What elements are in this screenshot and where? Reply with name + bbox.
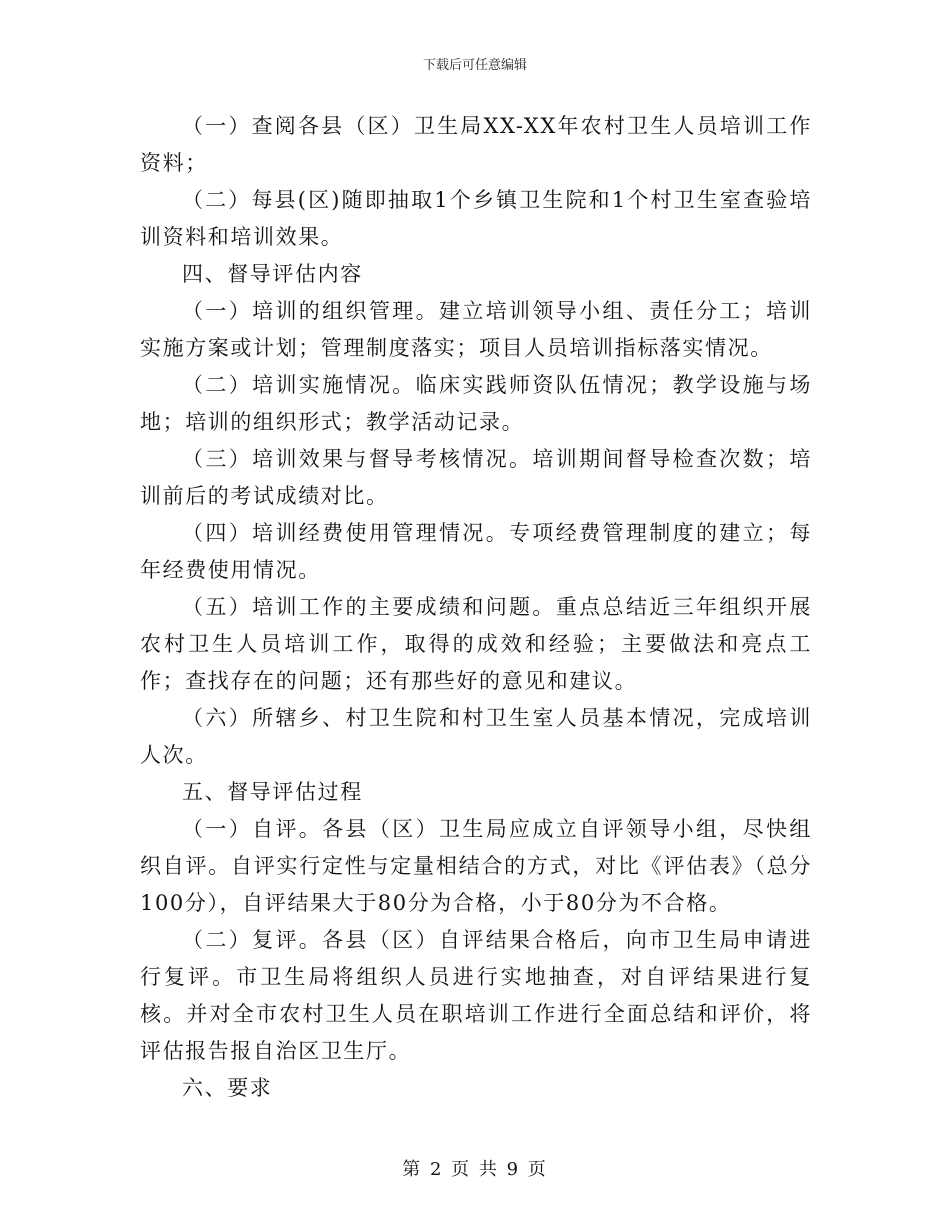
paragraph: （五）培训工作的主要成绩和问题。重点总结近三年组织开展农村卫生人员培训工作，取得的成效和经验；主要做法和亮点工作；查找存在的问题；还有那些好的意见和建议。 [140, 595, 812, 693]
paragraph: （二）培训实施情况。临床实践师资队伍情况；教学设施与场地；培训的组织形式；教学活动记录。 [140, 373, 812, 434]
paragraph: （一）查阅各县（区）卫生局XX-XX年农村卫生人员培训工作资料； [140, 114, 812, 175]
paragraph: （六）所辖乡、村卫生院和村卫生室人员基本情况，完成培训人次。 [140, 706, 812, 767]
page-number: 第 2 页 共 9 页 [402, 1159, 548, 1180]
paragraph: （一）培训的组织管理。建立培训领导小组、责任分工；培训实施方案或计划；管理制度落实；项目人员培训指标落实情况。 [140, 299, 812, 360]
section-heading: 六、要求 [182, 1076, 273, 1100]
paragraph: （四）培训经费使用管理情况。专项经费管理制度的建立；每年经费使用情况。 [140, 521, 812, 582]
paragraph: （二）复评。各县（区）自评结果合格后，向市卫生局申请进行复评。市卫生局将组织人员进行实地抽查，对自评结果进行复核。并对全市农村卫生人员在职培训工作进行全面总结和评价，将评估报告报自治区卫生厅。 [140, 928, 812, 1063]
header-note: 下载后可任意编辑 [422, 58, 527, 73]
paragraph: （一）自评。各县（区）卫生局应成立自评领导小组，尽快组织自评。自评实行定性与定量相结合的方式，对比《评估表》（总分100分），自评结果大于80分为合格，小于80分为不合格。 [140, 817, 812, 915]
section-heading: 五、督导评估过程 [182, 780, 363, 804]
paragraph: （三）培训效果与督导考核情况。培训期间督导检查次数；培训前后的考试成绩对比。 [140, 447, 812, 508]
document-body [140, 108, 812, 1107]
paragraph: （二）每县(区)随即抽取1个乡镇卫生院和1个村卫生室查验培训资料和培训效果。 [140, 188, 812, 249]
section-heading: 四、督导评估内容 [182, 262, 363, 286]
